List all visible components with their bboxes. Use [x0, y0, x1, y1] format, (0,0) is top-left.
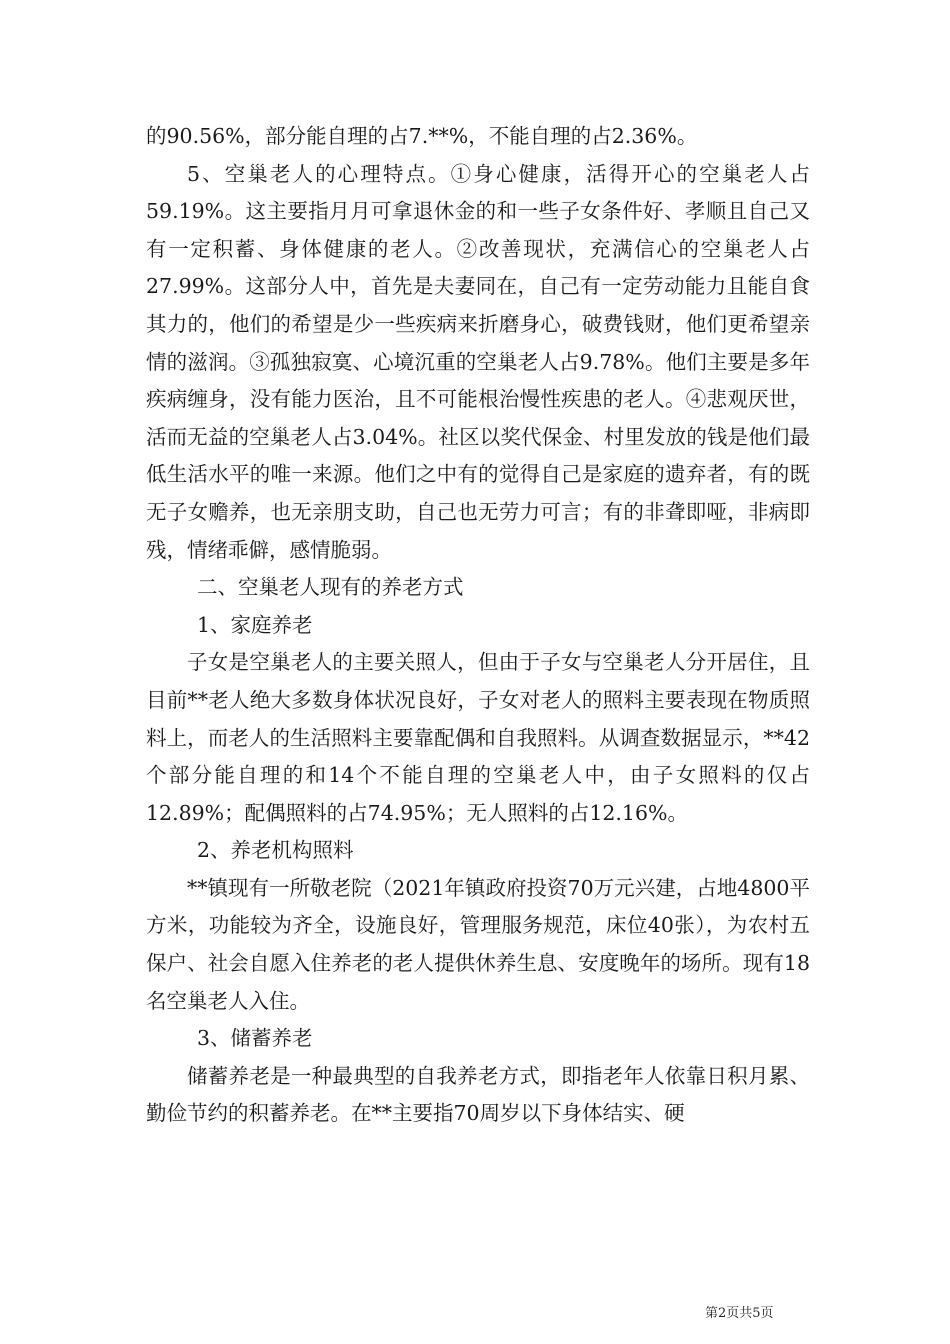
- subheading-family-care: 1、家庭养老: [197, 612, 313, 637]
- document-body: [146, 118, 810, 1133]
- paragraph-savings: 储蓄养老是一种最典型的自我养老方式，即指老年人依靠日积月累、勤俭节约的积蓄养老。在**主要指70周岁以下身体结实、硬: [146, 1063, 810, 1126]
- paragraph-continuation: 的90.56%，部分能自理的占7.**%，不能自理的占2.36%。: [146, 124, 698, 148]
- paragraph-family-care: 子女是空巢老人的主要关照人，但由于子女与空巢老人分开居住，且目前**老人绝大多数身体状况良好，子女对老人的照料主要表现在物质照料上，而老人的生活照料主要靠配偶和自我照料。从调查数据显示，**42个部分能自理的和14个不能自理的空巢老人中，由子女照料的仅占12.89%；配偶照料的占74.95%；无人照料的占12.16%。: [146, 650, 810, 825]
- subheading-institution-care: 2、养老机构照料: [197, 838, 354, 863]
- subheading-savings: 3、储蓄养老: [197, 1026, 313, 1051]
- paragraph-psychology: 5、空巢老人的心理特点。①身心健康，活得开心的空巢老人占59.19%。这主要指月月可拿退休金的和一些子女条件好、孝顺且自己又有一定积蓄、身体健康的老人。②改善现状，充满信心的空巢老人占27.99%。这部分人中，首先是夫妻同在，自己有一定劳动能力且能自食其力的，他们的希望是少一些疾病来折磨身心，破费钱财，他们更希望亲情的滋润。③孤独寂寞、心境沉重的空巢老人占9.78%。他们主要是多年疾病缠身，没有能力医治，且不可能根治慢性疾患的老人。④悲观厌世，活而无益的空巢老人占3.04%。社区以奖代保金、村里发放的钱是他们最低生活水平的唯一来源。他们之中有的觉得自己是家庭的遗弃者，有的既无子女赡养，也无亲朋支助，自己也无劳力可言；有的非聋即哑，非病即残，情绪乖僻，感情脆弱。: [146, 161, 810, 562]
- paragraph-institution-care: **镇现有一所敬老院（2021年镇政府投资70万元兴建，占地4800平方米，功能较为齐全，设施良好，管理服务规范，床位40张），为农村五保户、社会自愿入住养老的老人提供休养生息、安度晚年的场所。现有18名空巢老人入住。: [146, 875, 810, 1013]
- page-number-footer: 第2页共5页: [705, 1306, 774, 1321]
- section-heading: 二、空巢老人现有的养老方式: [197, 575, 464, 600]
